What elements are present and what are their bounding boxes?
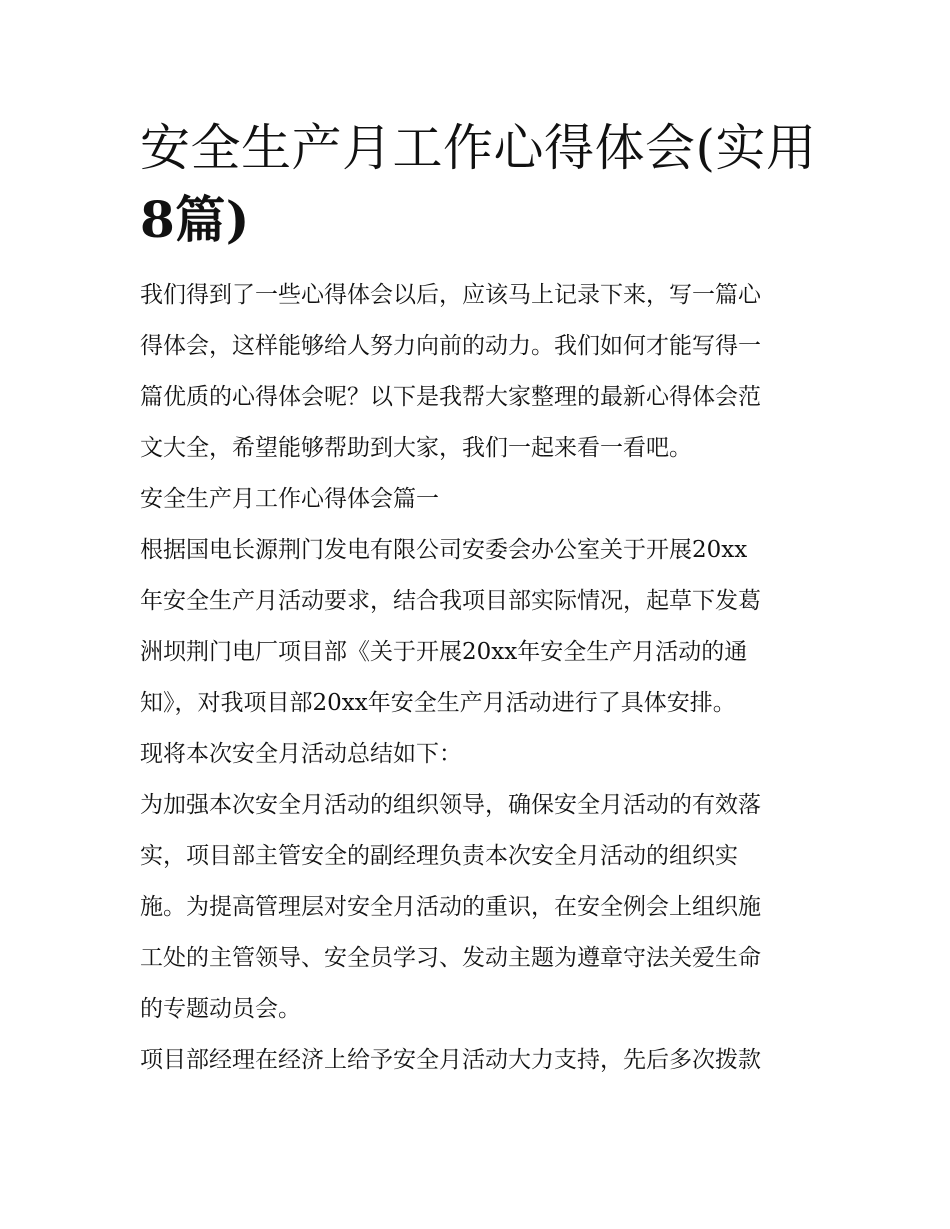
- text-line: 的专题动员会。: [140, 996, 301, 1022]
- title-line: 8篇): [140, 190, 250, 249]
- text-line: 篇优质的心得体会呢？以下是我帮大家整理的最新心得体会范: [140, 384, 761, 410]
- page-title: [140, 112, 817, 256]
- text-line: 现将本次安全月活动总结如下：: [140, 741, 462, 767]
- body-paragraph: [140, 1035, 812, 1086]
- text-line: 为加强本次安全月活动的组织领导，确保安全月活动的有效落: [140, 792, 761, 818]
- text-line: 文大全，希望能够帮助到大家，我们一起来看一看吧。: [140, 435, 692, 461]
- text-line: 根据国电长源荆门发电有限公司安委会办公室关于开展20xx: [140, 537, 748, 563]
- text-line: 安全生产月工作心得体会篇一: [140, 486, 439, 512]
- document-body: [140, 112, 817, 1086]
- text-line: 实，项目部主管安全的副经理负责本次安全月活动的组织实: [140, 843, 738, 869]
- text-line: 洲坝荆门电厂项目部《关于开展20xx年安全生产月活动的通: [140, 639, 748, 665]
- body-paragraph: [140, 780, 812, 1035]
- text-line: 施。为提高管理层对安全月活动的重识，在安全例会上组织施: [140, 894, 761, 920]
- text-line: 知》，对我项目部20xx年安全生产月活动进行了具体安排。: [140, 690, 736, 716]
- body-paragraph: [140, 729, 812, 780]
- body-paragraph: [140, 525, 812, 729]
- text-line: 得体会，这样能够给人努力向前的动力。我们如何才能写得一: [140, 333, 761, 359]
- title-line: 安全生产月工作心得体会(实用: [140, 119, 817, 177]
- intro-paragraph: [140, 270, 812, 474]
- text-line: 项目部经理在经济上给予安全月活动大力支持，先后多次拨款: [140, 1047, 761, 1073]
- section-heading: [140, 474, 812, 525]
- text-line: 工处的主管领导、安全员学习、发动主题为遵章守法关爱生命: [140, 945, 761, 971]
- text-line: 年安全生产月活动要求，结合我项目部实际情况，起草下发葛: [140, 588, 761, 614]
- text-line: 我们得到了一些心得体会以后，应该马上记录下来，写一篇心: [140, 282, 761, 308]
